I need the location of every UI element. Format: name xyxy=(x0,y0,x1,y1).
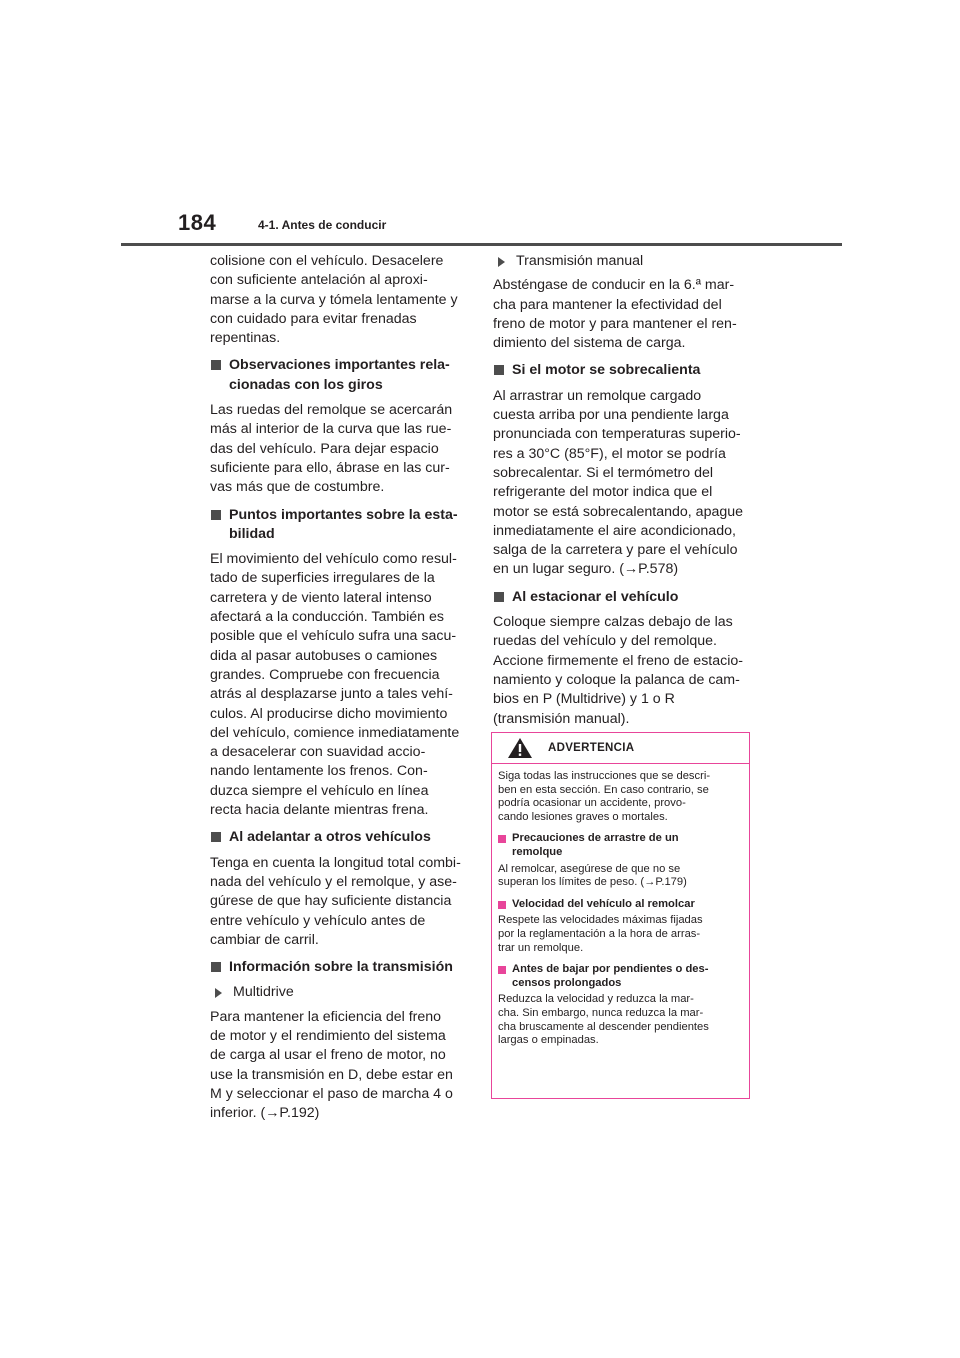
body-paragraph: Para mantener la eficiencia del freno de motor y el rendimiento del sistema de carga al usar el freno de motor, no use la transmisión en D, debe estar en M y seleccionar el paso de marcha 4 o inferior. (→P.192) xyxy=(210,1008,453,1122)
body-paragraph: Respete las velocidades máximas fijadas por la reglamentación a la hora de arras- trar un remolque. xyxy=(498,914,703,954)
body-paragraph: Al arrastrar un remolque cargado cuesta arriba por una pendiente larga pronunciada con temperaturas superio- res a 30°C (85°F), el motor se podría sobrecalentar. Si el termómetro del refrigerante del motor indica que el motor se está sobrecalentando, apague inmediatamente el aire acondicionado, salga de la carretera y pare el vehículo en un lugar seguro. (→P.578) xyxy=(493,387,744,578)
heading-text: Al adelantar a otros vehículos xyxy=(229,829,431,846)
warning-box xyxy=(491,732,750,1099)
warning-body xyxy=(492,764,749,1048)
square-bullet-icon xyxy=(498,835,506,843)
section-title: 4-1. Antes de conducir xyxy=(258,218,387,232)
body-paragraph: colisione con el vehículo. Desacelere con suficiente antelación al aproxi- marse a la curva y tómela lentamente y con cuidado para evitar frenadas repentinas. xyxy=(210,253,458,347)
section-heading xyxy=(498,963,743,990)
section-heading xyxy=(498,898,743,912)
warning-triangle-icon xyxy=(507,737,533,759)
body-paragraph: Las ruedas del remolque se acercarán más al interior de la curva que las rue- das del vehículo. Para dejar espacio suficiente para ello, ábrase en las cur- vas más que de costumbre. xyxy=(210,402,453,496)
warning-header xyxy=(492,733,749,764)
square-bullet-icon xyxy=(211,832,221,842)
section-heading xyxy=(493,588,747,607)
square-bullet-icon xyxy=(498,901,506,909)
warning-label: ADVERTENCIA xyxy=(548,742,635,754)
section-heading xyxy=(210,356,464,395)
square-bullet-icon xyxy=(211,510,221,520)
sub-bullet xyxy=(493,252,747,271)
body-paragraph: Al remolcar, asegúrese de que no se superan los límites de peso. (→P.179) xyxy=(498,862,687,889)
section-heading xyxy=(210,506,464,545)
bullet-text: Transmisión manual xyxy=(516,253,644,269)
body-paragraph: Tenga en cuenta la longitud total combi- nada del vehículo y el remolque, y ase- gúrese de que hay suficiente distancia entre vehículo y vehículo antes de cambiar de carril. xyxy=(210,854,461,948)
header-divider xyxy=(121,243,842,246)
left-column xyxy=(210,252,464,1131)
section-heading xyxy=(493,361,747,380)
square-bullet-icon xyxy=(211,962,221,972)
body-paragraph: Siga todas las instrucciones que se descri- ben en esta sección. En caso contrario, se podría ocasionar un accidente, provo- cando lesiones graves o mortales. xyxy=(498,770,711,823)
heading-text: Velocidad del vehículo al remolcar xyxy=(512,897,695,910)
square-bullet-icon xyxy=(498,966,506,974)
sub-bullet xyxy=(210,983,464,1002)
heading-text: Información sobre la transmisión xyxy=(229,959,453,976)
square-bullet-icon xyxy=(494,592,504,602)
body-paragraph: Coloque siempre calzas debajo de las ruedas del vehículo y del remolque. Accione firmemente el freno de estacio- namiento y coloque la palanca de cam- bios en P (Multidrive) y 1 o R (transmisión manual). xyxy=(493,614,743,727)
heading-text: Puntos importantes sobre la esta- bilidad xyxy=(229,506,458,542)
right-column xyxy=(493,252,747,737)
heading-text: Antes de bajar por pendientes o des- censos prolongados xyxy=(512,963,709,989)
section-heading xyxy=(210,958,464,977)
heading-text: Precauciones de arrastre de un remolque xyxy=(512,832,679,858)
bullet-text: Multidrive xyxy=(233,984,294,1001)
square-bullet-icon xyxy=(211,360,221,370)
section-heading xyxy=(210,828,464,847)
square-bullet-icon xyxy=(494,365,504,375)
body-paragraph: Reduzca la velocidad y reduzca la mar- cha. Sin embargo, nunca reduzca la mar- cha bruscamente al descender pendientes largas o empinadas. xyxy=(498,993,709,1047)
section-heading xyxy=(498,832,743,859)
page-number: 184 xyxy=(178,210,217,235)
heading-text: Al estacionar el vehículo xyxy=(512,588,679,605)
triangle-bullet-icon xyxy=(215,988,222,998)
heading-text: Observaciones importantes rela- cionadas con los giros xyxy=(229,357,450,393)
heading-text: Si el motor se sobrecalienta xyxy=(512,362,701,379)
triangle-bullet-icon xyxy=(498,257,505,267)
body-paragraph: Absténgase de conducir en la 6.ª mar- cha para mantener la efectividad del freno de motor y para mantener el ren- dimiento del sistema de carga. xyxy=(493,277,737,352)
body-paragraph: El movimiento del vehículo como resul- tado de superficies irregulares de la carretera y de viento lateral intenso afectará a la conducción. También es posible que el vehículo sufra una sacu- dida al pasar autobuses o camiones grandes. Compruebe con frecuencia atrás al desplazarse junto a tales vehí- culos. Al producirse dicho movimiento del vehículo, comience inmediatamente a desacelerar con suavidad accio- nando lentamente los frenos. Con- duzca siempre el vehículo en línea recta hacia delante mientras frena. xyxy=(210,551,460,819)
